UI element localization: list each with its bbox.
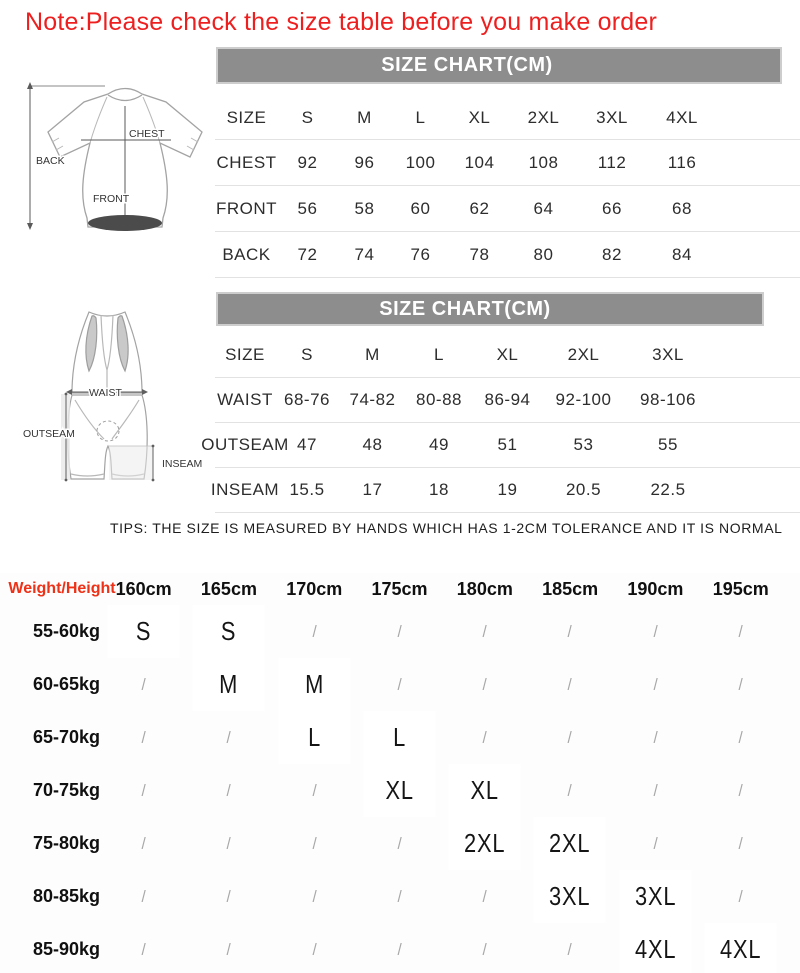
empty-cell: / bbox=[312, 833, 317, 853]
size-cell: 66 bbox=[602, 198, 622, 218]
empty-cell: / bbox=[653, 674, 658, 694]
note-text: Note:Please check the size table before you make order bbox=[25, 8, 657, 36]
size-cell: 51 bbox=[497, 435, 518, 454]
size-cell: 22.5 bbox=[650, 480, 686, 499]
size-cell: 74-82 bbox=[349, 390, 396, 409]
empty-cell: / bbox=[312, 886, 317, 906]
empty-cell: / bbox=[397, 621, 402, 641]
row-label: WAIST bbox=[217, 390, 273, 409]
empty-cell: / bbox=[653, 621, 658, 641]
empty-cell: / bbox=[141, 833, 146, 853]
size-cell: 62 bbox=[469, 198, 490, 218]
empty-cell: / bbox=[397, 674, 402, 694]
size-cell: S bbox=[108, 605, 180, 658]
column-header: XL bbox=[468, 107, 491, 127]
table-row bbox=[215, 140, 800, 186]
empty-cell: / bbox=[141, 939, 146, 959]
table-row bbox=[0, 764, 800, 817]
empty-cell: / bbox=[738, 674, 743, 694]
empty-cell: / bbox=[141, 886, 146, 906]
empty-cell: / bbox=[141, 674, 146, 694]
table-row bbox=[0, 923, 800, 973]
size-cell: 76 bbox=[410, 244, 431, 264]
size-cell: 74 bbox=[354, 244, 375, 264]
column-header: 185cm bbox=[542, 578, 599, 599]
tips-text: TIPS: THE SIZE IS MEASURED BY HANDS WHICH HAS 1-2CM TOLERANCE AND IT IS NORMAL bbox=[110, 520, 783, 536]
column-header: 3XL bbox=[652, 345, 684, 364]
size-cell: 96 bbox=[354, 152, 375, 172]
column-header: L bbox=[434, 345, 444, 364]
front-label: FRONT bbox=[93, 193, 130, 205]
empty-cell: / bbox=[226, 833, 232, 853]
jersey-hem bbox=[88, 215, 162, 231]
column-header: M bbox=[357, 107, 372, 127]
column-header: S bbox=[301, 345, 313, 364]
size-cell: 19 bbox=[497, 480, 518, 499]
table-row bbox=[215, 232, 800, 278]
size-cell: S bbox=[193, 605, 265, 658]
column-header: 175cm bbox=[371, 578, 428, 599]
empty-cell: / bbox=[482, 674, 487, 694]
table-row bbox=[215, 378, 800, 423]
size-cell: 116 bbox=[667, 152, 697, 172]
size-cell: 80 bbox=[533, 244, 554, 264]
size-cell: 3XL bbox=[534, 870, 606, 923]
size-cell: 15.5 bbox=[289, 480, 325, 499]
size-cell: 86-94 bbox=[484, 390, 531, 409]
empty-cell: / bbox=[397, 886, 402, 906]
size-cell: 108 bbox=[528, 152, 559, 172]
size-cell: 20.5 bbox=[565, 480, 602, 499]
column-header: L bbox=[415, 107, 426, 127]
empty-cell: / bbox=[397, 833, 402, 853]
row-label: FRONT bbox=[215, 198, 278, 218]
size-cell: 55 bbox=[658, 435, 678, 454]
column-header: 190cm bbox=[627, 578, 684, 599]
column-header: 195cm bbox=[712, 578, 769, 599]
empty-cell: / bbox=[482, 727, 487, 747]
chest-label: CHEST bbox=[129, 128, 165, 140]
row-label: 80-85kg bbox=[32, 886, 101, 906]
size-cell: 17 bbox=[362, 480, 383, 499]
size-cell: 18 bbox=[429, 480, 449, 499]
size-cell: 60 bbox=[410, 198, 431, 218]
row-label: 65-70kg bbox=[32, 727, 101, 747]
empty-cell: / bbox=[482, 939, 487, 959]
size-cell: 72 bbox=[297, 244, 318, 264]
table-row bbox=[0, 711, 800, 764]
empty-cell: / bbox=[738, 833, 743, 853]
table-row bbox=[0, 605, 800, 658]
table-row bbox=[0, 658, 800, 711]
column-header: M bbox=[365, 345, 380, 364]
empty-cell: / bbox=[397, 939, 402, 959]
column-header: XL bbox=[496, 345, 519, 364]
table-row bbox=[0, 817, 800, 870]
size-cell: 58 bbox=[354, 198, 375, 218]
column-header: 2XL bbox=[527, 107, 560, 127]
size-cell: 68-76 bbox=[284, 390, 330, 409]
size-cell: 3XL bbox=[620, 870, 692, 923]
empty-cell: / bbox=[653, 780, 658, 800]
empty-cell: / bbox=[738, 727, 743, 747]
empty-cell: / bbox=[482, 886, 487, 906]
empty-cell: / bbox=[568, 727, 573, 747]
size-cell: 64 bbox=[533, 198, 554, 218]
row-label: 75-80kg bbox=[32, 833, 101, 853]
empty-cell: / bbox=[738, 621, 743, 641]
waist-label: WAIST bbox=[89, 387, 122, 399]
empty-cell: / bbox=[568, 780, 573, 800]
size-cell: L bbox=[278, 711, 350, 764]
size-cell: XL bbox=[449, 764, 521, 817]
size-cell: 92 bbox=[297, 152, 318, 172]
empty-cell: / bbox=[226, 939, 232, 959]
row-label: BACK bbox=[222, 244, 271, 264]
size-cell: 2XL bbox=[449, 817, 521, 870]
inseam-shade bbox=[109, 446, 153, 480]
row-label: 70-75kg bbox=[32, 780, 101, 800]
bib-shorts-diagram bbox=[5, 302, 217, 509]
empty-cell: / bbox=[738, 886, 743, 906]
corner-label: SIZE bbox=[226, 107, 267, 127]
column-header: S bbox=[301, 107, 314, 127]
size-cell: 104 bbox=[464, 152, 495, 172]
size-cell: 4XL bbox=[705, 923, 777, 973]
empty-cell: / bbox=[226, 727, 232, 747]
table-row bbox=[201, 423, 800, 468]
column-header: 170cm bbox=[286, 578, 343, 599]
corner-label: Weight/Height bbox=[8, 580, 116, 597]
size-cell: 2XL bbox=[534, 817, 606, 870]
size-cell: 53 bbox=[573, 435, 594, 454]
empty-cell: / bbox=[568, 674, 573, 694]
back-label: BACK bbox=[36, 155, 65, 167]
jersey-chart-title: SIZE CHART(CM) bbox=[216, 47, 782, 84]
size-cell: XL bbox=[364, 764, 436, 817]
table-header-row bbox=[215, 333, 800, 378]
empty-cell: / bbox=[141, 727, 146, 747]
size-cell: 84 bbox=[672, 244, 692, 264]
jersey-diagram bbox=[8, 80, 213, 287]
size-cell: 92-100 bbox=[555, 390, 612, 409]
size-cell: L bbox=[364, 711, 436, 764]
column-header: 180cm bbox=[456, 578, 513, 599]
empty-cell: / bbox=[568, 939, 573, 959]
column-header: 160cm bbox=[115, 578, 172, 599]
size-cell: 48 bbox=[362, 435, 383, 454]
column-header: 165cm bbox=[200, 578, 257, 599]
table-row bbox=[0, 870, 800, 923]
arrow-down-icon bbox=[27, 223, 33, 230]
empty-cell: / bbox=[568, 621, 573, 641]
size-cell: 47 bbox=[297, 435, 317, 454]
empty-cell: / bbox=[226, 780, 232, 800]
size-cell: 78 bbox=[469, 244, 490, 264]
size-cell: 4XL bbox=[620, 923, 692, 973]
empty-cell: / bbox=[312, 780, 317, 800]
size-cell: 68 bbox=[672, 198, 692, 218]
row-label: 60-65kg bbox=[32, 674, 101, 694]
empty-cell: / bbox=[653, 833, 658, 853]
row-label: OUTSEAM bbox=[201, 435, 289, 454]
empty-cell: / bbox=[141, 780, 146, 800]
empty-cell: / bbox=[653, 727, 658, 747]
size-cell: 82 bbox=[602, 244, 622, 264]
shorts-size-table bbox=[201, 333, 800, 513]
column-header: 2XL bbox=[567, 345, 600, 364]
row-label: CHEST bbox=[216, 152, 277, 172]
weight-height-table bbox=[0, 573, 800, 973]
size-cell: 98-106 bbox=[640, 390, 696, 409]
jersey-size-table bbox=[215, 96, 800, 278]
empty-cell: / bbox=[738, 780, 743, 800]
inseam-label: INSEAM bbox=[162, 458, 203, 470]
table-row bbox=[210, 468, 800, 513]
size-cell: 80-88 bbox=[416, 390, 462, 409]
column-header: 3XL bbox=[596, 107, 628, 127]
size-cell: M bbox=[278, 658, 350, 711]
size-cell: M bbox=[193, 658, 265, 711]
size-cell: 112 bbox=[597, 152, 627, 172]
empty-cell: / bbox=[312, 621, 317, 641]
corner-label: SIZE bbox=[225, 345, 265, 364]
row-label: INSEAM bbox=[210, 480, 280, 499]
outseam-label: OUTSEAM bbox=[23, 428, 75, 440]
size-cell: 49 bbox=[429, 435, 449, 454]
row-label: 55-60kg bbox=[32, 621, 101, 641]
size-cell: 100 bbox=[405, 152, 436, 172]
table-header-row bbox=[215, 96, 800, 140]
empty-cell: / bbox=[482, 621, 487, 641]
row-label: 85-90kg bbox=[32, 939, 101, 959]
size-cell: 56 bbox=[297, 198, 318, 218]
column-header: 4XL bbox=[666, 107, 698, 127]
table-header-row bbox=[0, 573, 800, 605]
arrow-right-icon bbox=[142, 389, 148, 395]
shorts-chart-title: SIZE CHART(CM) bbox=[216, 292, 764, 326]
table-row bbox=[215, 186, 800, 232]
empty-cell: / bbox=[312, 939, 317, 959]
empty-cell: / bbox=[226, 886, 232, 906]
